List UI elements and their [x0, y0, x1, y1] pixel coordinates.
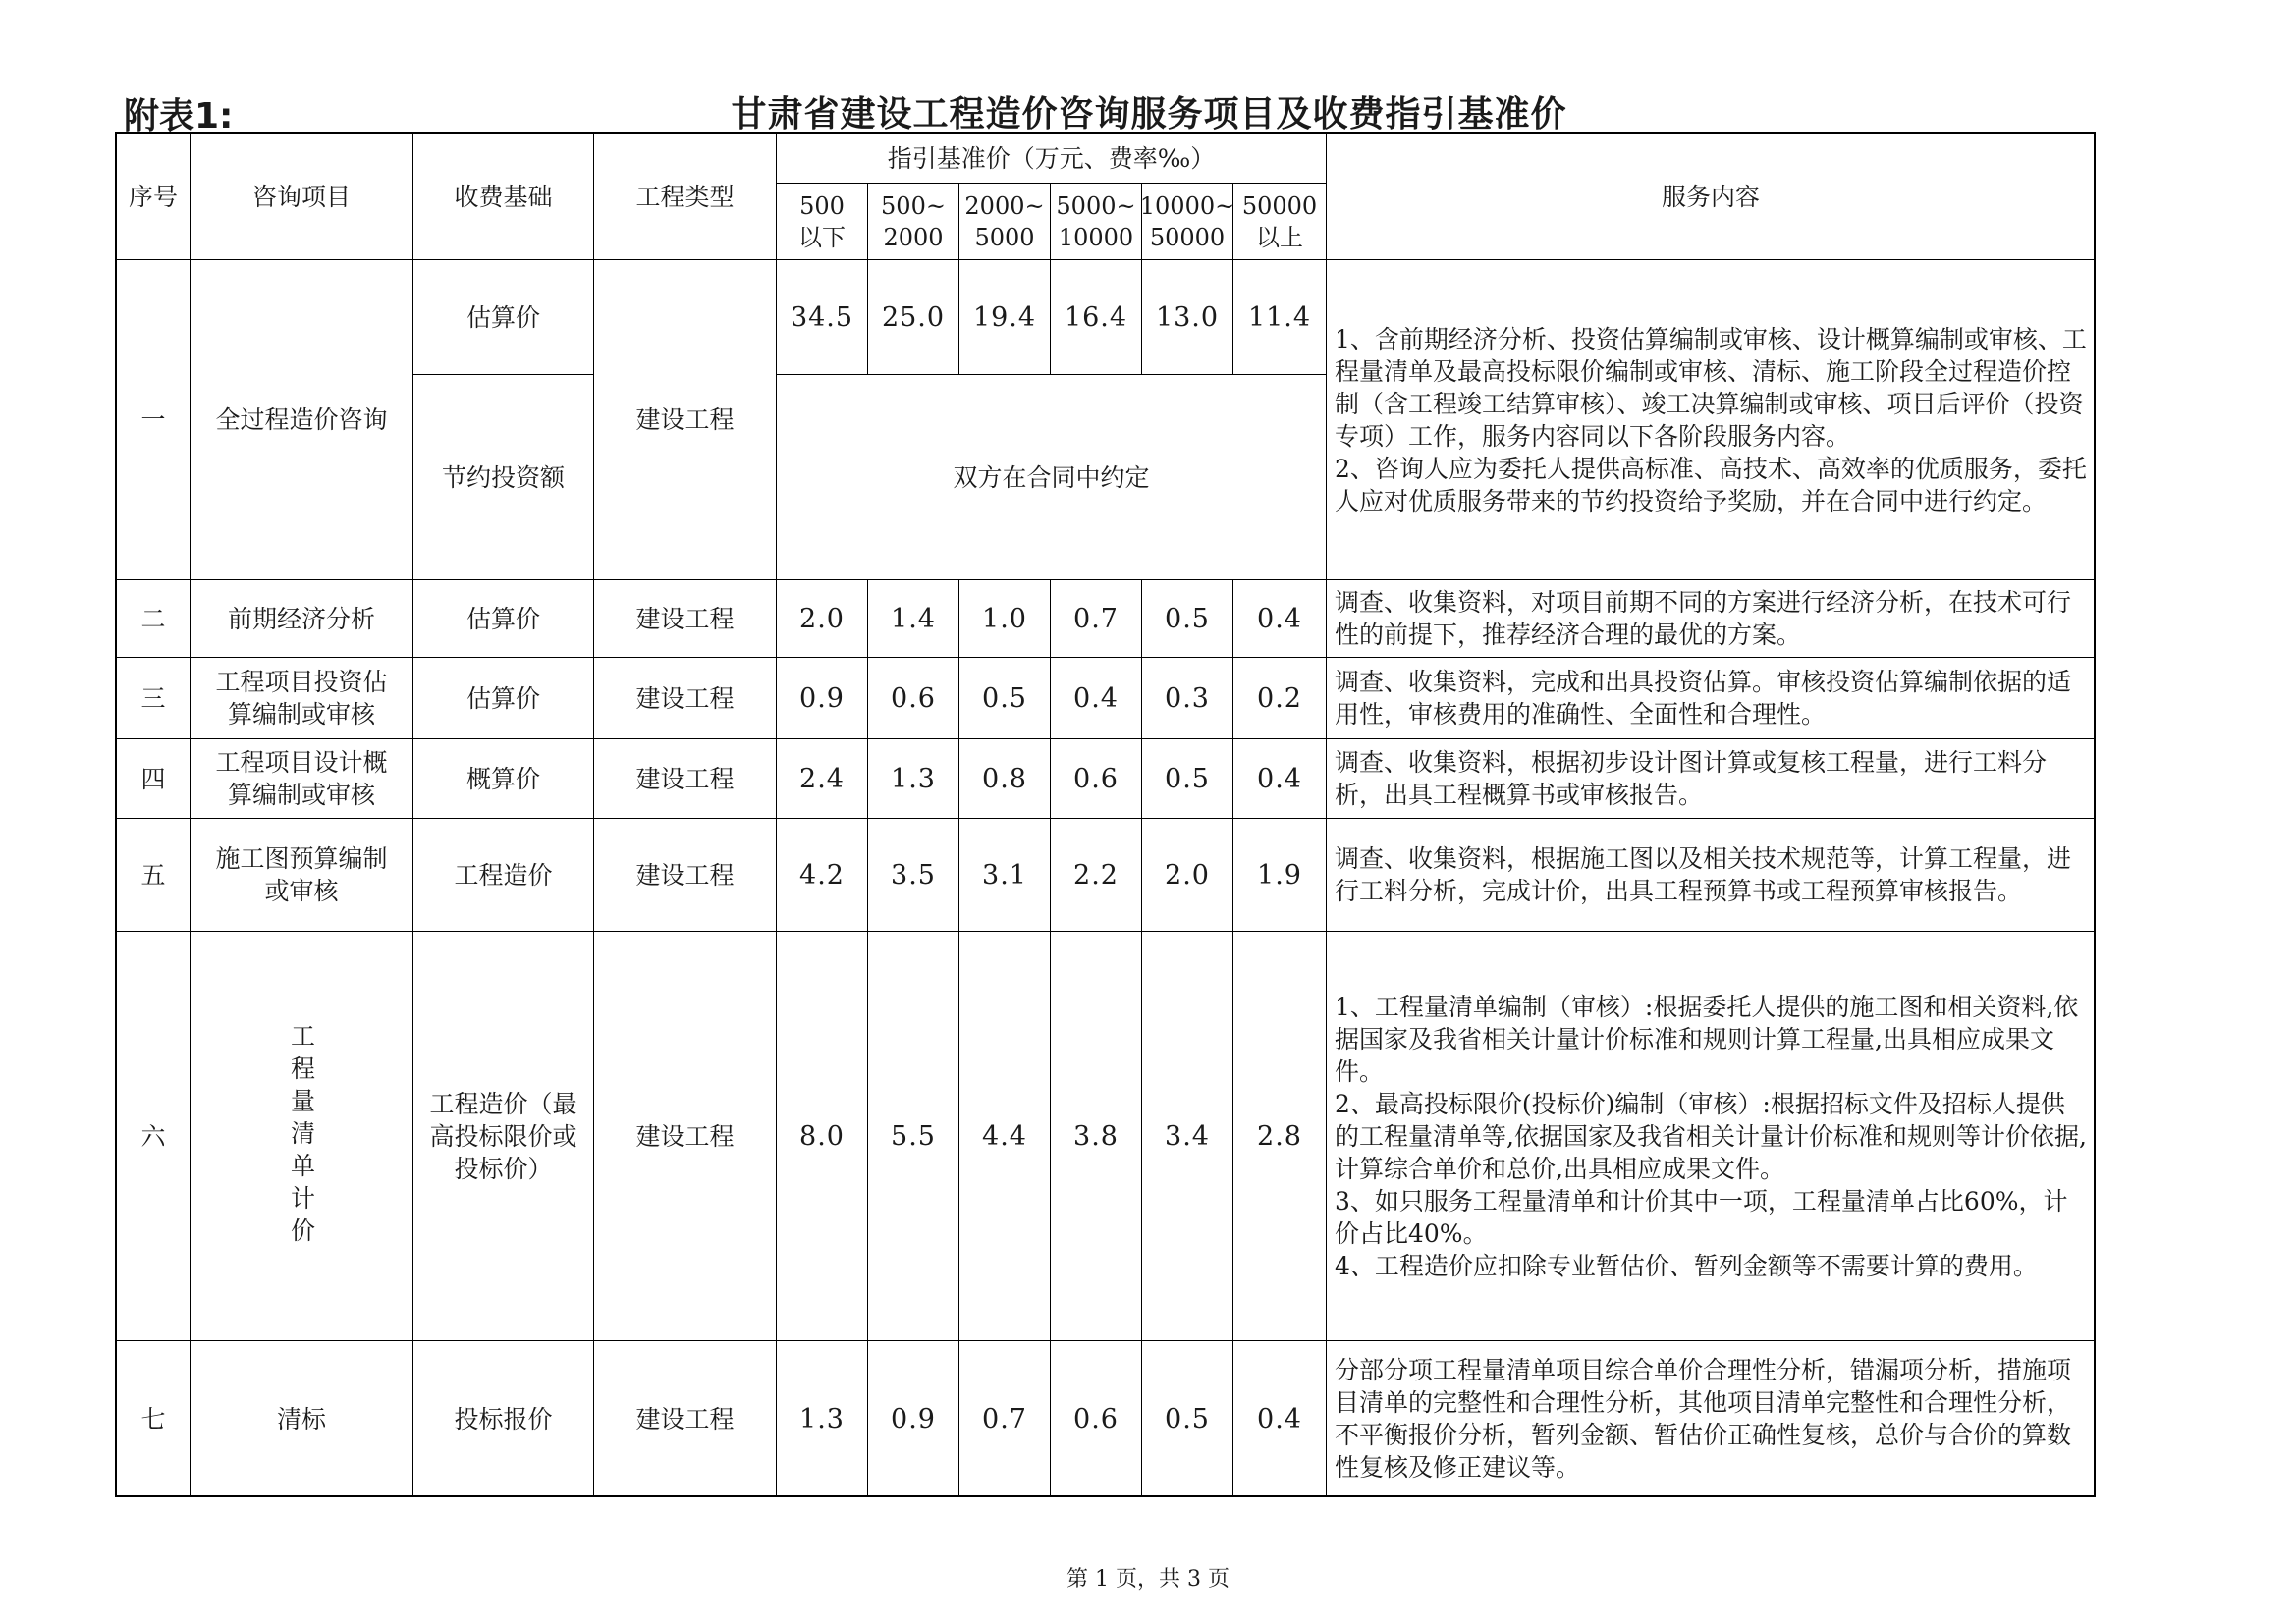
header-tier-2: 500~ 2000 — [867, 183, 959, 260]
row-type: 建设工程 — [593, 657, 777, 739]
rate-cell: 0.6 — [1050, 738, 1142, 819]
header-index: 序号 — [116, 133, 191, 260]
rate-cell: 2.0 — [1141, 818, 1233, 932]
header-tier-4: 5000~ 10000 — [1050, 183, 1142, 260]
header-price-group: 指引基准价（万元、费率‰） — [776, 133, 1327, 184]
row-type: 建设工程 — [593, 818, 777, 932]
row-index: 四 — [116, 738, 191, 819]
rate-cell: 0.9 — [776, 657, 868, 739]
rate-cell: 4.2 — [776, 818, 868, 932]
row-type: 建设工程 — [593, 259, 777, 580]
service-paragraph: 3、如只服务工程量清单和计价其中一项，工程量清单占比60%，计价占比40%。 — [1335, 1186, 2068, 1248]
service-text — [1335, 323, 2087, 517]
row-item: 前期经济分析 — [190, 579, 413, 658]
rate-cell: 0.4 — [1232, 738, 1327, 819]
row-index: 三 — [116, 657, 191, 739]
rate-cell: 0.9 — [867, 1340, 959, 1497]
rate-cell: 1.4 — [867, 579, 959, 658]
row-index: 一 — [116, 259, 191, 580]
row-type: 建设工程 — [593, 1340, 777, 1497]
row-basis: 估算价 — [412, 579, 594, 658]
service-text — [1335, 666, 2087, 730]
rate-cell: 0.6 — [1050, 1340, 1142, 1497]
row-index: 七 — [116, 1340, 191, 1497]
rate-cell: 2.2 — [1050, 818, 1142, 932]
service-paragraph: 调查、收集资料，根据施工图以及相关技术规范等，计算工程量，进行工料分析，完成计价，出具工程预算书或工程预算审核报告。 — [1335, 844, 2072, 905]
rate-cell: 2.0 — [776, 579, 868, 658]
rate-cell: 0.5 — [1141, 579, 1233, 658]
header-tier-6: 50000 以上 — [1232, 183, 1327, 260]
service-paragraph: 调查、收集资料，根据初步设计图计算或复核工程量，进行工料分析，出具工程概算书或审核报告。 — [1335, 748, 2048, 809]
page-footer: 第 1 页，共 3 页 — [1066, 1567, 1230, 1592]
row-item: 全过程造价咨询 — [190, 259, 413, 580]
rate-cell: 0.5 — [1141, 738, 1233, 819]
rate-cell: 16.4 — [1050, 259, 1142, 375]
rate-cell: 0.8 — [958, 738, 1051, 819]
rate-cell: 2.8 — [1232, 931, 1327, 1341]
rate-cell: 11.4 — [1232, 259, 1327, 375]
row-basis: 节约投资额 — [412, 374, 594, 580]
rate-note: 双方在合同中约定 — [776, 374, 1327, 580]
row-basis: 概算价 — [412, 738, 594, 819]
rate-cell: 19.4 — [958, 259, 1051, 375]
rate-cell: 1.0 — [958, 579, 1051, 658]
rate-cell: 0.5 — [958, 657, 1051, 739]
rate-cell: 0.3 — [1141, 657, 1233, 739]
page-title: 甘肃省建设工程造价咨询服务项目及收费指引基准价 — [731, 94, 1567, 135]
row-index: 五 — [116, 818, 191, 932]
service-text — [1335, 842, 2087, 907]
row-type: 建设工程 — [593, 738, 777, 819]
rate-cell: 1.3 — [776, 1340, 868, 1497]
rate-cell: 0.4 — [1232, 1340, 1327, 1497]
row-basis: 估算价 — [412, 657, 594, 739]
row-item: 工程项目设计概算编制或审核 — [190, 738, 413, 819]
service-text — [1335, 991, 2087, 1282]
rate-cell: 5.5 — [867, 931, 959, 1341]
row-item: 施工图预算编制或审核 — [190, 818, 413, 932]
rate-cell: 1.9 — [1232, 818, 1327, 932]
rate-cell: 25.0 — [867, 259, 959, 375]
row-item: 工程量清单计价 — [190, 931, 413, 1341]
row-index: 六 — [116, 931, 191, 1341]
service-text — [1335, 586, 2087, 651]
row-service — [1326, 931, 2096, 1341]
service-paragraph: 1、含前期经济分析、投资估算编制或审核、设计概算编制或审核、工程量清单及最高投标限价编制或审核、清标、施工阶段全过程造价控制（含工程竣工结算审核）、竣工决算编制或审核、项目后评价（投资专项）工作，服务内容同以下各阶段服务内容。 — [1335, 324, 2087, 451]
row-type: 建设工程 — [593, 579, 777, 658]
service-paragraph: 1、工程量清单编制（审核）:根据委托人提供的施工图和相关资料,依据国家及我省相关计量计价标准和规则计算工程量,出具相应成果文件。 — [1335, 992, 2079, 1086]
rate-cell: 3.4 — [1141, 931, 1233, 1341]
header-type: 工程类型 — [593, 133, 777, 260]
service-paragraph: 调查、收集资料，对项目前期不同的方案进行经济分析，在技术可行性的前提下，推荐经济合理的最优的方案。 — [1335, 588, 2072, 649]
row-service — [1326, 259, 2096, 580]
row-item: 工程项目投资估算编制或审核 — [190, 657, 413, 739]
rate-cell: 8.0 — [776, 931, 868, 1341]
header-tier-3: 2000~ 5000 — [958, 183, 1051, 260]
row-index: 二 — [116, 579, 191, 658]
rate-cell: 0.2 — [1232, 657, 1327, 739]
rate-cell: 0.4 — [1232, 579, 1327, 658]
header-service: 服务内容 — [1326, 133, 2096, 260]
service-text — [1335, 746, 2087, 811]
header-basis: 收费基础 — [412, 133, 594, 260]
service-paragraph: 分部分项工程量清单项目综合单价合理性分析，错漏项分析，措施项目清单的完整性和合理性分析，其他项目清单完整性和合理性分析，不平衡报价分析，暂列金额、暂估价正确性复核，总价与合价的算数性复核及修正建议等。 — [1335, 1356, 2072, 1482]
row-service — [1326, 1340, 2096, 1497]
rate-cell: 2.4 — [776, 738, 868, 819]
row-service — [1326, 738, 2096, 819]
rate-cell: 4.4 — [958, 931, 1051, 1341]
row-item: 清标 — [190, 1340, 413, 1497]
rate-cell: 3.1 — [958, 818, 1051, 932]
rate-cell: 0.5 — [1141, 1340, 1233, 1497]
rate-cell: 0.6 — [867, 657, 959, 739]
rate-cell: 0.7 — [958, 1340, 1051, 1497]
appendix-label: 附表1: — [124, 96, 234, 136]
row-service — [1326, 579, 2096, 658]
rate-cell: 34.5 — [776, 259, 868, 375]
row-basis: 工程造价（最高投标限价或投标价） — [412, 931, 594, 1341]
row-type: 建设工程 — [593, 931, 777, 1341]
service-paragraph: 调查、收集资料，完成和出具投资估算。审核投资估算编制依据的适用性，审核费用的准确性、全面性和合理性。 — [1335, 668, 2072, 729]
service-text — [1335, 1354, 2087, 1484]
rate-cell: 0.4 — [1050, 657, 1142, 739]
service-paragraph: 4、工程造价应扣除专业暂估价、暂列金额等不需要计算的费用。 — [1335, 1251, 2038, 1280]
rate-cell: 1.3 — [867, 738, 959, 819]
row-basis: 工程造价 — [412, 818, 594, 932]
service-paragraph: 2、咨询人应为委托人提供高标准、高技术、高效率的优质服务，委托人应对优质服务带来的节约投资给予奖励，并在合同中进行约定。 — [1335, 454, 2087, 515]
row-service — [1326, 657, 2096, 739]
rate-cell: 0.7 — [1050, 579, 1142, 658]
rate-cell: 3.5 — [867, 818, 959, 932]
header-tier-5: 10000~ 50000 — [1141, 183, 1233, 260]
header-tier-1: 500 以下 — [776, 183, 868, 260]
row-basis: 估算价 — [412, 259, 594, 375]
header-item: 咨询项目 — [190, 133, 413, 260]
row-basis: 投标报价 — [412, 1340, 594, 1497]
rate-cell: 13.0 — [1141, 259, 1233, 375]
row-service — [1326, 818, 2096, 932]
service-paragraph: 2、最高投标限价(投标价)编制（审核）:根据招标文件及招标人提供的工程量清单等,依据国家及我省相关计量计价标准和规则等计价依据,计算综合单价和总价,出具相应成果文件。 — [1335, 1089, 2087, 1183]
rate-cell: 3.8 — [1050, 931, 1142, 1341]
